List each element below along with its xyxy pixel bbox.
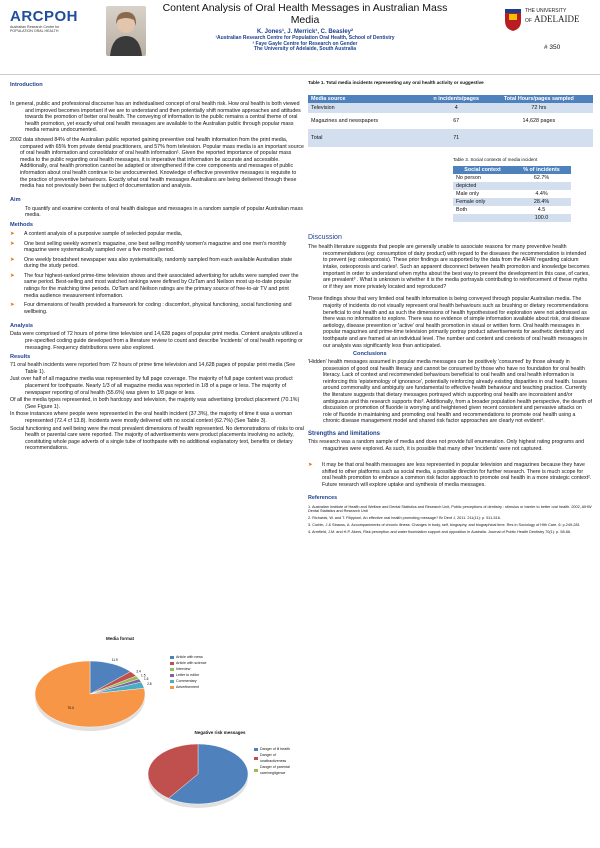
legend-swatch <box>254 769 258 772</box>
legend-label: Danger of ill health <box>260 747 290 751</box>
table-row <box>308 103 593 113</box>
table-cell: 4.4% <box>512 190 571 198</box>
table-cell: Magazines and newspapers <box>308 113 428 129</box>
table-cell: 14,628 pages <box>485 113 593 129</box>
table-cell: Male only <box>453 190 512 198</box>
table-cell: 72 hrs <box>485 103 593 113</box>
poster-header <box>0 0 600 72</box>
table-cell: 4 <box>428 103 485 113</box>
university-crest-icon <box>504 8 522 32</box>
reference-item: 3. Corbin, J & Strauss, A. Accompaniments of chronic illness: Changes in body, self, biography, and biographical time. Res in Sociology of Hlth Care. 6: p.249-281 <box>308 522 580 527</box>
legend-swatch <box>170 668 174 671</box>
negative-risk-legend <box>254 746 300 776</box>
discussion-paragraph-2: These findings show that very limited oral health information is being conveyed through popular Australian media. The majority of incidents do not visually represent oral health behaviours such as brushing or dietary recommendations beneficial to oral health and as such the dimensions of health hypothesised for exploration were not addressed as there was no information to explore. There was no evidence of simple information available about risk, oral disease aetiology, disease prevention or 'active' oral health promotion in visual or written form. Oral health messages in popular magazines and prime-time television primarily portray product advertisements for aesthetic dentistry and toothpaste and are framed at an individual level. The number and content and contexts of oral health messages in our analysis was significantly less than anticipated. <box>308 296 590 349</box>
legend-swatch <box>170 674 174 677</box>
results-paragraph: In those instances where people were represented in the oral health incident (37.3%), the majority of time it was a woman represented (72.4 cf 13.8). Incidents were mostly delivered with no social context (62.7%) (See Table 3). <box>10 411 293 424</box>
table3-caption: Table 3. Social contexts of media incident <box>453 156 538 162</box>
table-cell <box>485 129 593 147</box>
university-logo <box>504 8 596 36</box>
table-cell: 28.4% <box>512 198 571 206</box>
table-cell: 100.0 <box>512 214 571 222</box>
methods-item: ➤ The four highest-ranked prime-time television shows and their associated advertising for adults were sampled over the same period. Best-selling and most watched rankings were defined by OzTam and Neilson most up-to-date popular ratings for the matching time periods. OzTam and Neilson ratings are the primary source of free-to-air TV and print media audience measurement information. <box>10 273 304 299</box>
table1-caption: Table 1. Total media incidents representing any oral health activity or suggestive <box>308 80 484 85</box>
legend-swatch <box>170 686 174 689</box>
analysis-heading: Analysis <box>10 323 34 330</box>
table-cell: depicted <box>453 182 512 190</box>
media-format-chart-title: Media format <box>105 636 134 641</box>
table-cell: 71 <box>428 129 485 147</box>
arcpoh-logo-sub1: Australian Research Centre for <box>10 25 60 29</box>
legend-label: Article with news <box>176 655 203 659</box>
methods-heading: Methods <box>10 221 33 228</box>
legend-swatch <box>170 656 174 659</box>
introduction-heading: Introduction <box>10 82 43 88</box>
legend-swatch <box>170 662 174 665</box>
reference-item: 4. Armfield, J.M. and H.P. Akers, Risk perception and water fluoridation support and opposition in Australia. Journal of Public Health Dentistry 70(1): p. 58-66. <box>308 529 572 534</box>
table-row <box>308 113 593 129</box>
table-row <box>308 129 593 147</box>
legend-swatch <box>170 680 174 683</box>
negative-risk-pie <box>140 738 260 818</box>
university-the: THE UNIVERSITY <box>525 8 567 14</box>
table-cell: Total <box>308 129 428 147</box>
introduction-paragraph-1: In general, public and professional discourse has an individualised concept of oral health risk. How oral health is both viewed and improved becomes important if we are to understand and then potentially shift normative approaches and attitudes towards the promotion of better oral health. The conveying of information to the public remains a central theme of oral health promotion, yet exactly what oral health messages are available to the Australian public through popular mass media remains undocumented. <box>10 101 301 134</box>
methods-item: ➤ Four dimensions of health provided a framework for coding : discomfort, physical functioning, social functioning and wellbeing. <box>10 302 304 315</box>
legend-label: Commentary <box>176 679 197 683</box>
table-cell: Female only <box>453 198 512 206</box>
legend-swatch <box>254 748 258 751</box>
title-block <box>160 2 450 53</box>
authors: K. Jones¹, J. Merrick¹, C. Beasley² <box>256 29 354 35</box>
table-row <box>453 214 571 222</box>
references-heading: References <box>308 494 338 501</box>
reference-item: 2. Richards, W. and T. Filippioni, An effective oral health promoting message? Br Dent J, 2011. 211(11): p. 511-516. <box>308 516 501 521</box>
table-cell: 67 <box>428 113 485 129</box>
pie-data-label: 2.8 <box>147 682 152 687</box>
affiliation-1: ¹Australian Research Centre for Population Oral Health, School of Dentistry <box>215 35 395 41</box>
legend-swatch <box>254 757 258 760</box>
poster-title-line1: Content Analysis of Oral Health Messages in Australian Mass <box>162 2 448 14</box>
affiliation-3: The University of Adelaide, South Australia <box>253 46 357 53</box>
arcpoh-logo <box>10 8 82 52</box>
university-name: ADELAIDE <box>533 14 580 24</box>
reference-item: 1. Australian Institute of Health and Welfare and Dental Statistics and Research Unit, Public perceptions of dentistry : stimulus or barrier to better oral health. 2002, AIHW Dental Statistics and Research Unit <box>308 504 592 514</box>
arcpoh-logo-sub2: POPULATION ORAL HEALTH <box>10 29 59 34</box>
table-cell: Both <box>453 206 512 214</box>
table-cell: 4.5 <box>512 206 571 214</box>
strengths-heading: Strengths and limitations <box>308 431 381 438</box>
negative-risk-chart <box>140 730 300 820</box>
right-column <box>308 80 592 537</box>
table-cell: 62.7% <box>512 174 571 182</box>
author-photo <box>106 6 146 56</box>
poster-title-line2: Media <box>290 14 320 26</box>
analysis-text: Data were comprised of 72 hours of prime time television and 14,628 pages of popular print media. Content analysis utilized a pre-specified coding guide developed from a literature review to count and describe 'incidents' of oral health reporting or messaging. Frequency distributions were also explored. <box>10 331 303 351</box>
results-paragraph: 71 oral health incidents were reported from 72 hours of prime time television and 14,628 pages of popular print media (See Table 1). <box>10 362 296 375</box>
strengths-bullet: ➤ It may be that oral health messages are less represented in popular television and magazines because they have shifted to other platforms such as social media, a possible direction for further research. There is much scope for oral health promotion to embrace a common risk factor approach to promote oral health in a more strategic context². Future research will explore uptake and synthesis of media messages. <box>308 462 592 488</box>
arcpoh-logo-name: ARCPOH <box>10 8 79 25</box>
table3-header: % of incidents <box>512 166 571 174</box>
header-divider <box>0 74 600 75</box>
table-row <box>453 174 571 182</box>
discussion-paragraph-1: The health literature suggests that people are generally unable to associate reasons for many preventive health recommendations (eg: consumption of dairy product) with regard to the diseases the recommendation is intended to prevent (eg: osteoporosis). These prior findings are supported by the data from the AIHW regarding calcium intake, osteoporosis and caries². Such an apparent disconnect between health promotion and knowledge becomes important in order to understand when myths about the best way to prevent the development in this case, of caries, are prevalent³ . What is unknown is whether it is the media portrayals contributing to reinforcement of these myths or if they are more privately located and reproduced? <box>308 244 590 290</box>
table-cell <box>453 214 512 222</box>
table-row <box>453 198 571 206</box>
pie-data-label: 11.9 <box>111 658 118 663</box>
table-row <box>453 190 571 198</box>
table1-header: Total Hours/pages sampled <box>485 95 593 103</box>
methods-item: ➤ One best selling weekly women's magazine, one best selling monthly women's magazine and one men's monthly magazine were systematically sampled over a five month period. <box>10 241 304 254</box>
pie-data-label: 1.5 <box>143 676 149 681</box>
legend-item <box>254 752 300 764</box>
aim-text: To quantify and examine contents of oral health dialogue and messages in a random sample of popular Australian mass media. <box>25 205 303 219</box>
table3-header: Social context <box>453 166 512 174</box>
table-cell: Television <box>308 103 428 113</box>
pie-data-label: 2.4 <box>136 669 141 674</box>
table-row <box>453 182 571 190</box>
legend-label: Article with science <box>176 661 207 665</box>
results-paragraph: Social functioning and well being were the most prevalent dimensions of health represented. No demonstrations of risks to oral health or parental care were reported. The majority of advertisements were product placements involving no activity, constituting whole page adverts of a single tube of toothpaste with no additional explanatory text, benefits or dietary recommendations. <box>10 425 304 452</box>
left-column <box>10 82 304 452</box>
university-of: OF <box>525 18 532 24</box>
strengths-text: This research was a random sample of media and does not provide full enumeration. Only highest rating programs and magazines were explored. As such, it is possible that many other 'incidents' were not captured. <box>308 439 585 452</box>
legend-label: Interview <box>176 667 191 671</box>
methods-item: ➤ One weekly broadsheet newspaper was also systematically, randomly sampled from each available Australian state during the study period. <box>10 257 304 270</box>
methods-item: ➤ A content analysis of a purposive sample of selected popular media, <box>10 231 304 238</box>
legend-item <box>254 764 300 776</box>
table1-header: Media source <box>308 95 428 103</box>
table-row <box>453 206 571 214</box>
legend-item <box>170 684 207 690</box>
table1-header: n incidents/pages <box>428 95 485 103</box>
aim-heading: Aim <box>10 196 21 203</box>
media-format-legend <box>170 654 207 690</box>
pie-data-label: 1.5 <box>141 673 146 678</box>
table-3 <box>453 166 571 222</box>
results-paragraph: Just over half of all magazine media was represented by full page coverage. The majority of full page content was product placement for toothpaste. Nearly 1/3 of all magazine media was reported in 1/8 of a page or less. The majority of newspaper reporting of oral health (55.6%) was given to 1/8 page or less. <box>10 376 293 396</box>
discussion-heading: Discussion <box>308 234 342 242</box>
table-1 <box>308 95 593 147</box>
negative-risk-chart-title: Negative risk messages <box>194 730 246 735</box>
introduction-paragraph-2: 2002 data showed 84% of the Australian public reported gaining preventive oral health information from the print media, compared with 65% from private dental practitioners, and 57% from television. Popular mass media is an important source of oral health information and consolidator of oral health information¹. Given the reported importance of popular mass media to the public regarding oral health messages, it is imperative that information be accurate and accessible. Additionally, oral health promotion cannot be adapted or strengthened if the core components and messages of public information about oral health continue to be undocumented. Knowledge of effective preventive messages is requisite to the practice of preventive behaviours. Exactly what oral health messages Australians are being delivered through these media has not previously been the subject of documentation and analysis. <box>10 136 304 190</box>
table-cell: No person <box>453 174 512 182</box>
pie-data-label: 70.4 <box>67 705 74 710</box>
poster-number: # 350 <box>544 44 561 51</box>
legend-label: Advertisement <box>176 685 199 689</box>
legend-label: Danger of unattractiveness <box>260 753 287 763</box>
affiliation-2: ² Faye Gayle Centre for Research on Gender <box>252 40 358 47</box>
table-cell <box>512 182 571 190</box>
results-heading: Results <box>10 354 31 361</box>
conclusions-text: 'Hidden' health messages assumed in popular media messages can be positively 'consumed' by those already in possession of good oral health literacy and cannot be consumed by those who have no foundation for oral health literacy. Lack of context and recommended behaviours beneficial to oral health and oral health information is reinforcing this 'epistemology of ignorance', potentially reinforcing already existing disparities in oral health. Issues around commonality and ambiguity are fundamental to effective health behaviour and teaching practice. Currently the literature suggests that dietary messages portrayed which supporting oral health are inconsistent and/or ambiguous and this research supports this³. Additionally, from a broader population health perspective, the dearth of discussion or promotion of fluoride is worrying and heightened given recent consistent and pervasive attacks on role of fluoride in maintaining and promoting oral health and recommendations to promote oral health using a chronic disease management model and shared risk factor approaches are clearly not evident⁴. <box>308 359 592 425</box>
conclusions-heading: Conclusions <box>353 351 387 358</box>
media-format-pie <box>30 644 170 744</box>
legend-label: Letter to editor <box>176 673 200 677</box>
legend-label: Danger of parental care/negligence <box>260 765 290 775</box>
results-paragraph: Of all the media types represented, in both hardcopy and television, the majority was advertising /product placement (70.1%) (See Figure 1). <box>10 397 300 410</box>
references-list <box>308 505 592 535</box>
methods-list <box>10 231 304 316</box>
